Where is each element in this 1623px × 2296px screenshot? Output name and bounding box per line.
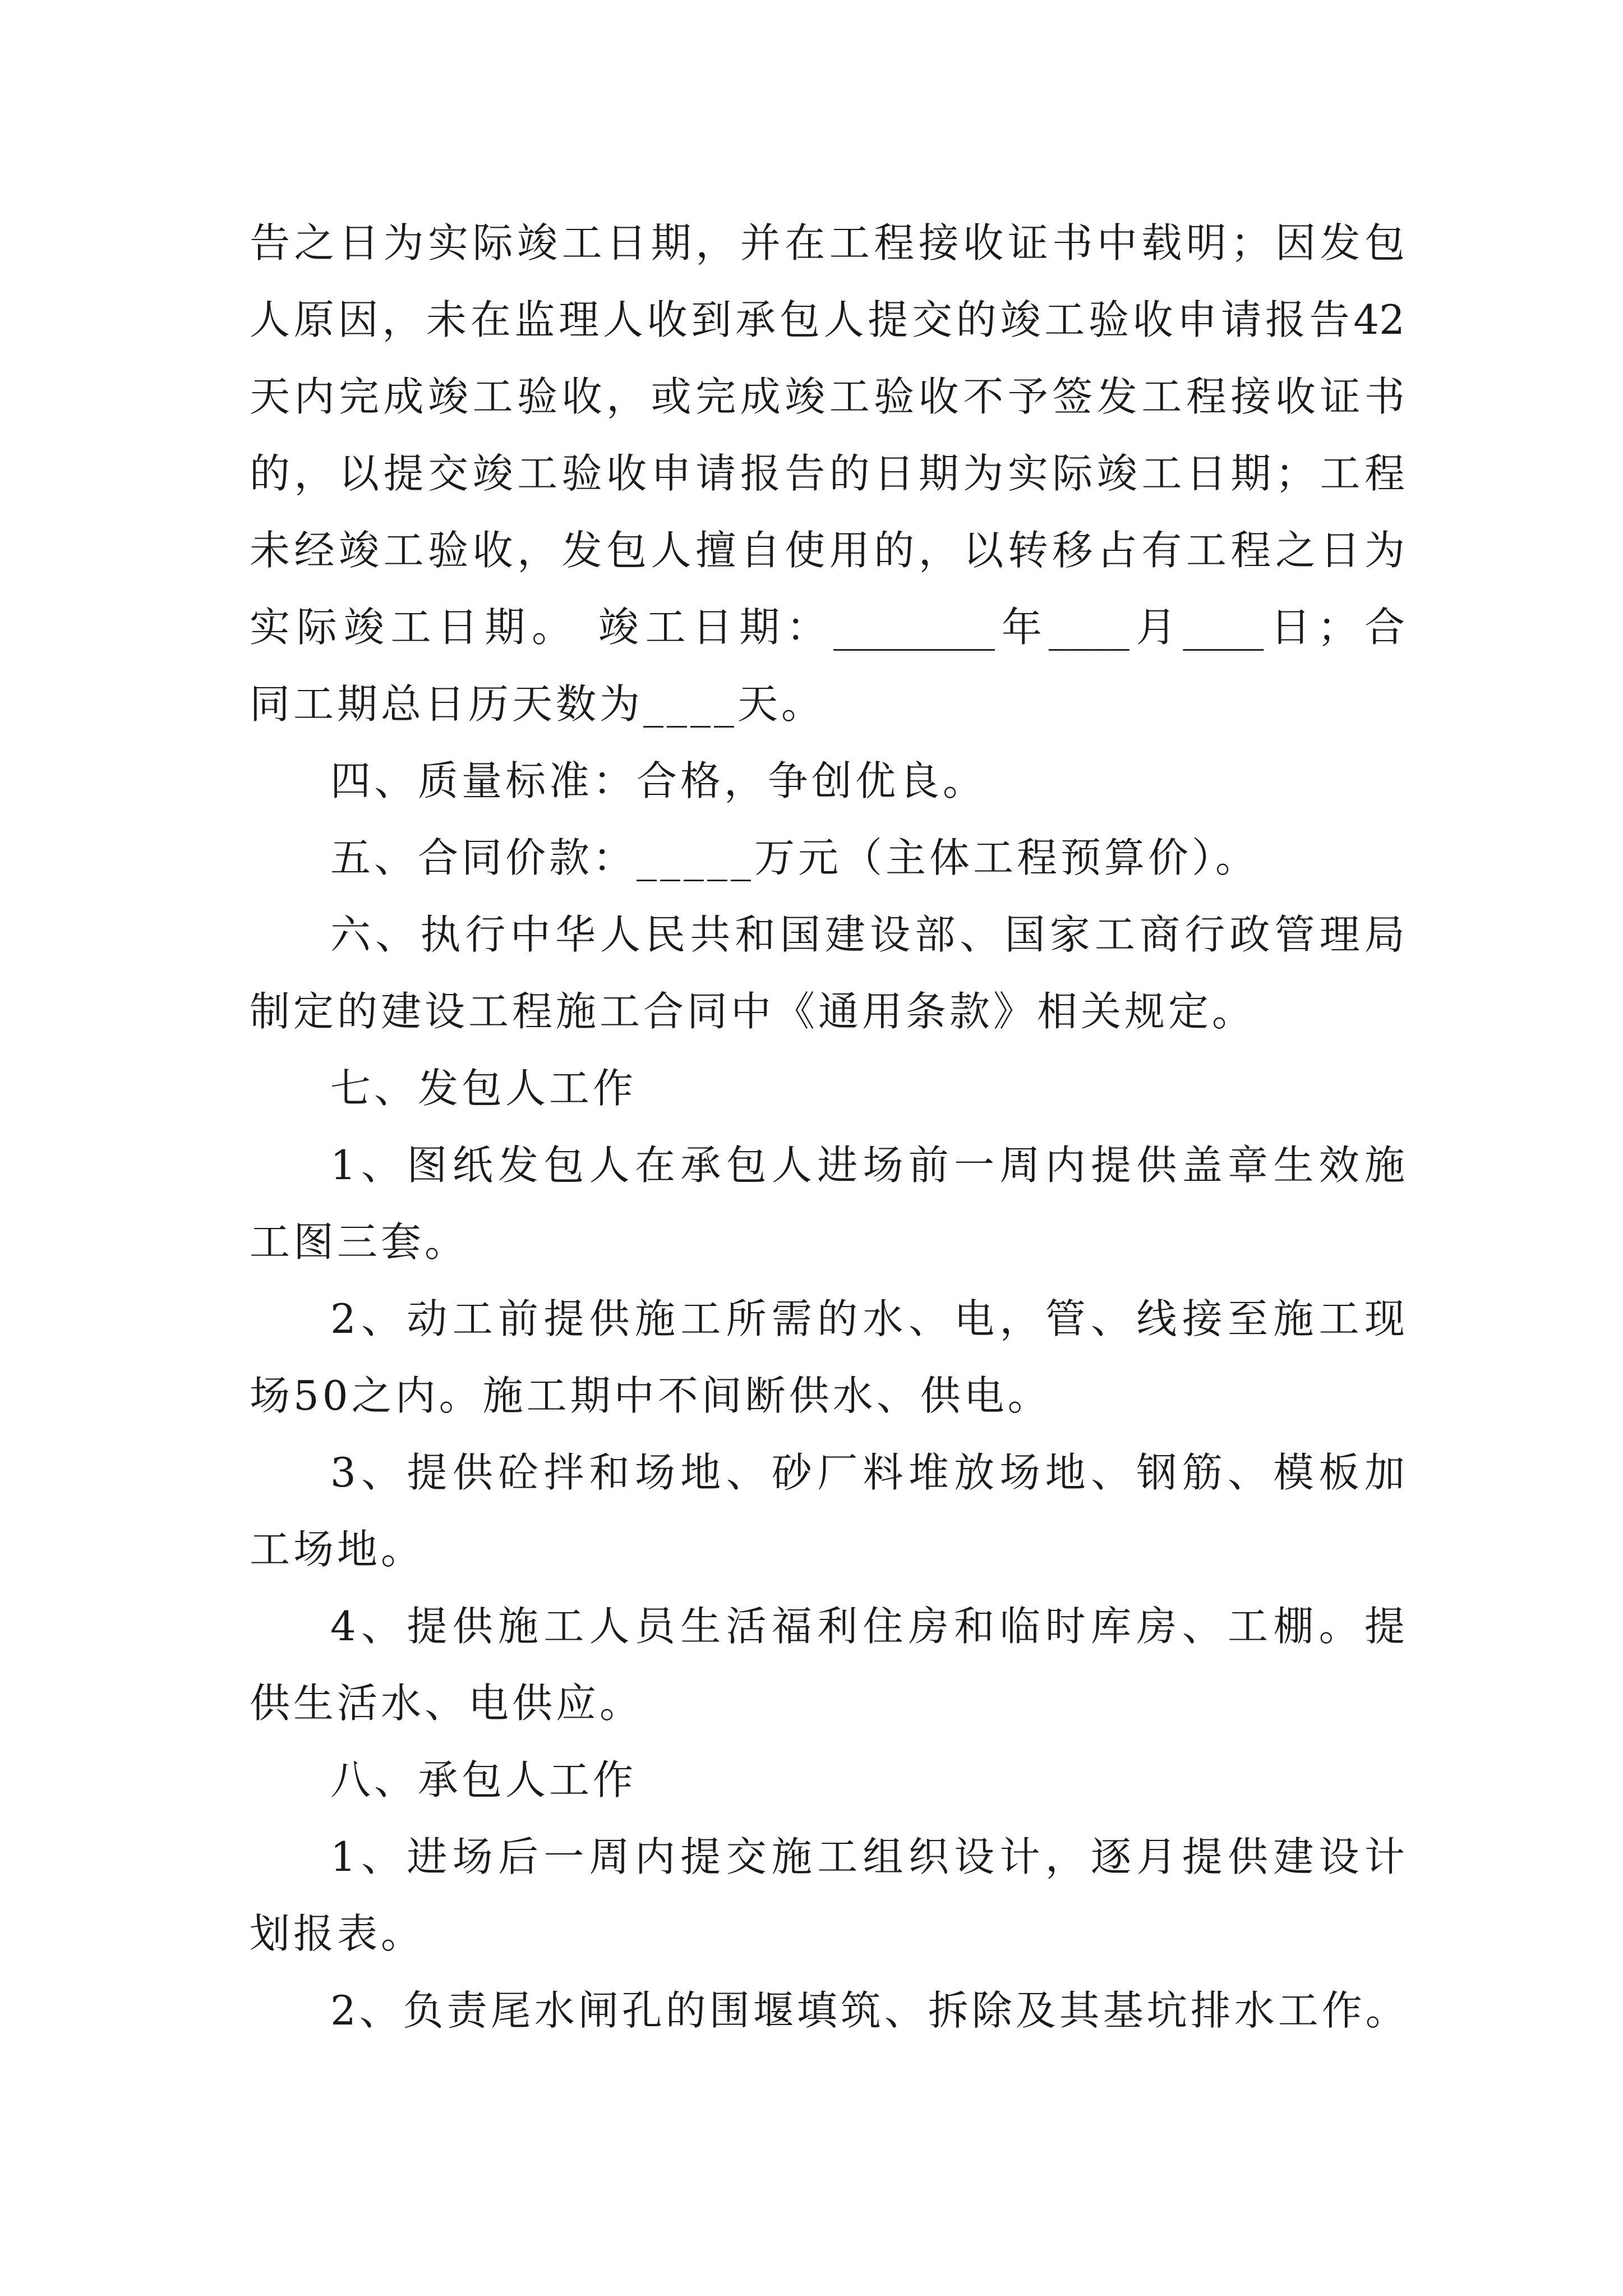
list-item-line: 4、提供施工人员生活福利住房和临时库房、工棚。提	[330, 1603, 1405, 1650]
paragraph-line: 告之日为实际竣工日期，并在工程接收证书中载明；因发包	[250, 219, 1405, 266]
list-item-line: 2、动工前提供施工所需的水、电，管、线接至施工现	[330, 1295, 1405, 1342]
list-item-line: 2、负责尾水闸孔的围堰填筑、拆除及其基坑排水工作。	[330, 1987, 1409, 2034]
paragraph-line: 五、合同价款：_____万元（主体工程预算价）。	[330, 834, 1260, 881]
paragraph-line: 实际竣工日期。 竣工日期：________年____月____日；合	[250, 604, 1405, 651]
paragraph-line: 制定的建设工程施工合同中《通用条款》相关规定。	[250, 988, 1256, 1035]
list-item-line: 工场地。	[250, 1526, 425, 1573]
list-item-line: 1、进场后一周内提交施工组织设计，逐月提供建设计	[330, 1833, 1405, 1880]
list-item-line: 划报表。	[250, 1910, 425, 1957]
list-item-line: 工图三套。	[250, 1218, 469, 1266]
list-item-line: 1、图纸发包人在承包人进场前一周内提供盖章生效施	[330, 1142, 1405, 1189]
section-heading: 四、质量标准：合格，争创优良。	[330, 757, 987, 804]
document-body	[250, 205, 1409, 2049]
section-heading: 八、承包人工作	[330, 1756, 637, 1803]
section-heading: 七、发包人工作	[330, 1065, 637, 1112]
paragraph-line: 未经竣工验收，发包人擅自使用的，以转移占有工程之日为	[250, 527, 1405, 574]
paragraph-line: 天内完成竣工验收，或完成竣工验收不予签发工程接收证书	[250, 373, 1405, 420]
paragraph-line: 六、执行中华人民共和国建设部、国家工商行政管理局	[330, 911, 1405, 958]
list-item-line: 3、提供砼拌和场地、砂厂料堆放场地、钢筋、模板加	[330, 1449, 1405, 1496]
paragraph-line: 的，以提交竣工验收申请报告的日期为实际竣工日期；工程	[250, 450, 1405, 497]
paragraph-line: 人原因，未在监理人收到承包人提交的竣工验收申请报告42	[250, 296, 1405, 343]
list-item-line: 场50之内。施工期中不间断供水、供电。	[250, 1372, 1052, 1419]
list-item-line: 供生活水、电供应。	[250, 1680, 644, 1727]
paragraph-line: 同工期总日历天数为____天。	[250, 680, 826, 728]
